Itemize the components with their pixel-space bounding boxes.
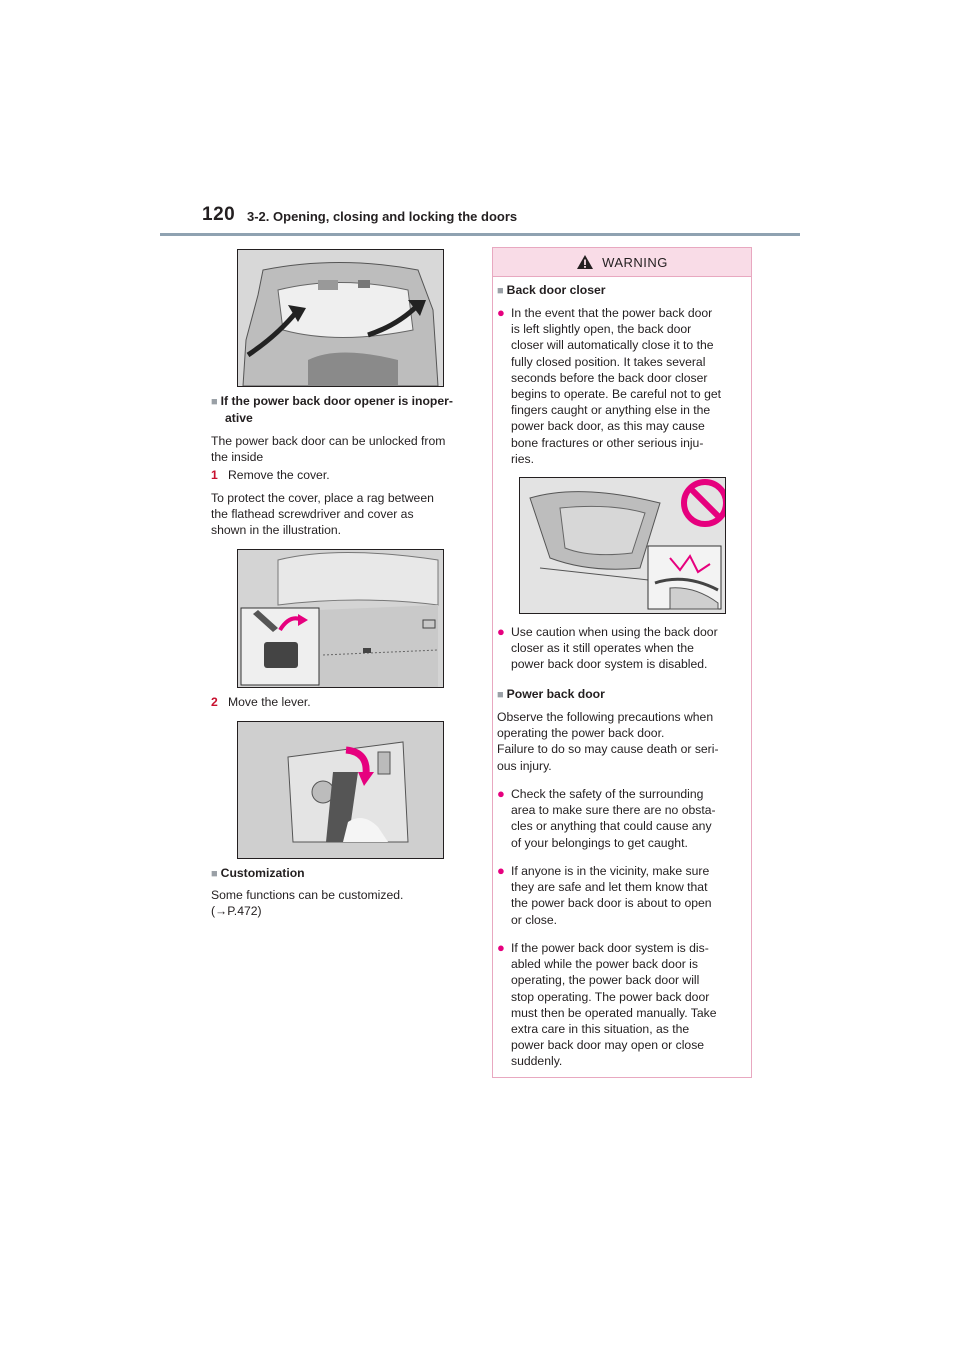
bullet-icon: ● [497, 305, 505, 320]
figure-move-lever [237, 721, 444, 859]
pbd-intro: Observe the following precautions when operating the power back door. Failure to do so may cause death or seri- ous injury. [497, 710, 719, 773]
custom-heading: ■ Customization [211, 866, 305, 880]
closer-bullet-2: ● Use caution when using the back door closer as it still operates when the power back door system is disabled. [497, 624, 718, 672]
page-reference-link[interactable]: (→P.472) [211, 904, 262, 919]
figure-closer-prohibited [519, 477, 726, 614]
header-rule [160, 233, 800, 236]
warning-header [493, 248, 751, 277]
square-bullet-icon: ■ [211, 868, 218, 880]
figure-remove-cover [237, 549, 444, 688]
section-title: 3-2. Opening, closing and locking the doors [247, 209, 518, 224]
square-bullet-icon: ■ [211, 396, 218, 408]
bullet-icon: ● [497, 786, 505, 801]
warning-title: WARNING [602, 254, 668, 270]
protect-note: To protect the cover, place a rag between the flathead screwdriver and cover as shown in the illustration. [211, 491, 434, 538]
pbd-bullet-3: ● If the power back door system is dis- abled while the power back door is operating, the power back door will stop operating. The power back door must then be operated manually. Take extra care in this situation, as the power back door may open or close suddenly. [497, 940, 717, 1069]
bullet-icon: ● [497, 863, 505, 878]
page-number: 120 [202, 204, 236, 225]
pbd-bullet-2: ● If anyone is in the vicinity, make sure they are safe and let them know that the power back door is about to open or close. [497, 863, 712, 927]
closer-bullet-1: ● In the event that the power back door is left slightly open, the back door closer will automatically close it to the fully closed position. It takes several seconds before the back door closer begins to operate. Be careful not to get fingers caught or anything else in the power back door, as this may cause bone fractures or other serious inju- ries. [497, 305, 722, 466]
warning-box [492, 247, 752, 1078]
bullet-icon: ● [497, 940, 505, 955]
step-number: 1 [211, 468, 218, 482]
warning-triangle-icon [576, 254, 594, 270]
figure-back-door-open [237, 249, 444, 387]
pbd-bullet-1: ● Check the safety of the surrounding area to make sure there are no obsta- cles or anything that could cause any of your belongings to get caught. [497, 786, 716, 850]
square-bullet-icon: ■ [497, 689, 504, 701]
custom-text: Some functions can be customized. (→P.472) [211, 888, 404, 919]
opener-intro: The power back door can be unlocked from the inside [211, 434, 446, 465]
step-number: 2 [211, 695, 218, 709]
closer-heading: ■ Back door closer [497, 283, 606, 297]
page-header [160, 204, 800, 234]
opener-heading: ■ If the power back door opener is inoper- ative [211, 394, 453, 426]
square-bullet-icon: ■ [497, 285, 504, 297]
pbd-heading: ■ Power back door [497, 687, 605, 701]
step-1: 1 Remove the cover. [211, 468, 330, 482]
step-2: 2 Move the lever. [211, 695, 311, 709]
bullet-icon: ● [497, 624, 505, 639]
